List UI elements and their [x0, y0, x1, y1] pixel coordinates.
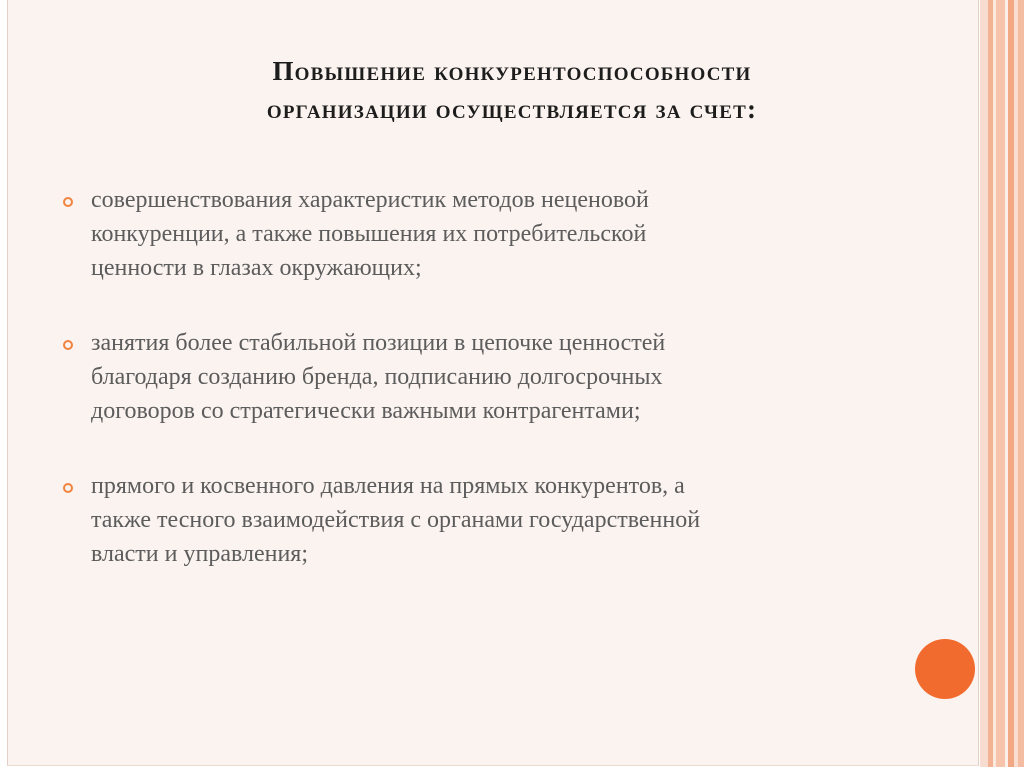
bullet-item [60, 326, 930, 428]
ring-bullet-icon [63, 197, 73, 207]
decorative-circle [915, 639, 975, 699]
bullet-text: прямого и косвенного давления на прямых конкурентов, а также тесного взаимодействия с органами государственной власти и управления; [91, 473, 701, 567]
slide-title [0, 52, 1024, 128]
bullet-item [60, 183, 930, 285]
slide-title-line-1: Повышение конкурентоспособности [272, 56, 752, 86]
bullet-list [60, 183, 930, 612]
bullet-text: занятия более стабильной позиции в цепочке ценностей благодаря созданию бренда, подписанию долгосрочных договоров со стратегически важными контрагентами; [91, 330, 666, 424]
bullet-text: совершенствования характеристик методов неценовой конкуренции, а также повышения их потребительской ценности в глазах окружающих; [91, 187, 649, 281]
ring-bullet-icon [63, 340, 73, 350]
slide-title-line-2: организации осуществляется за счет: [266, 94, 758, 124]
ring-bullet-icon [63, 483, 73, 493]
bullet-item [60, 469, 930, 571]
